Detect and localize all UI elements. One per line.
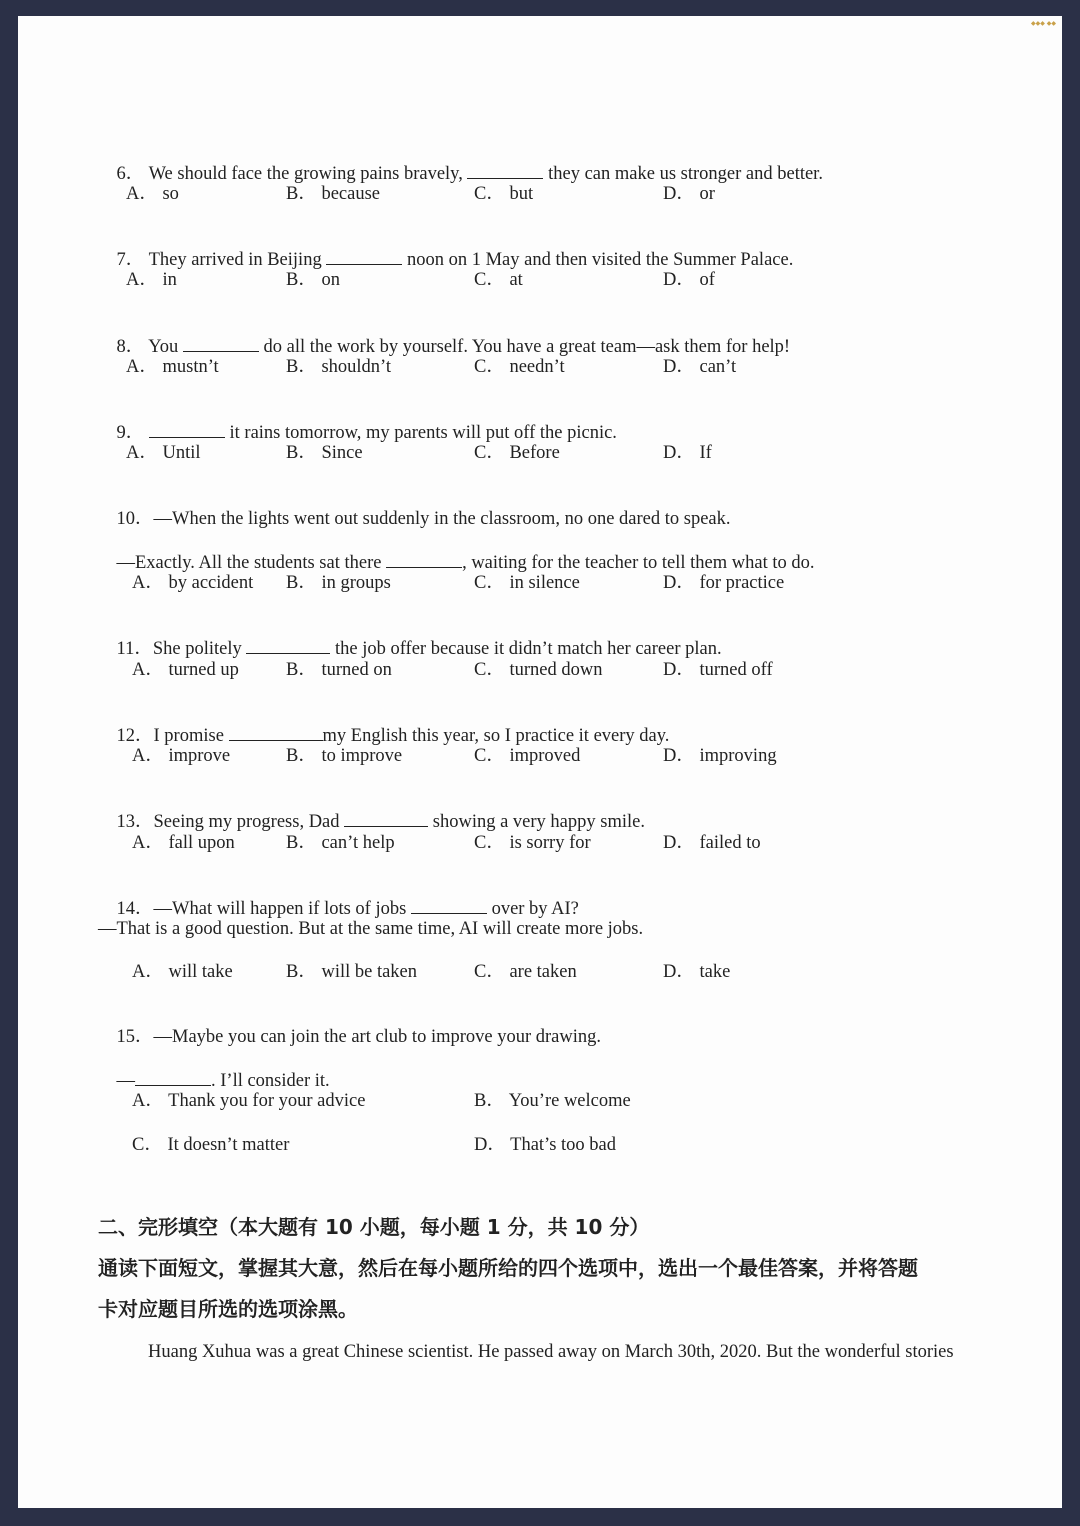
option-c: C． but — [474, 184, 534, 204]
question-text: it rains tomorrow, my parents will put off the picnic. — [224, 423, 617, 443]
option-b: B． will be taken — [286, 962, 418, 982]
option-b: B． shouldn’t — [286, 357, 392, 377]
option-d: D． If — [663, 443, 712, 463]
option-d: D． turned off — [663, 660, 773, 680]
question-text: the job offer because it didn’t match her career plan. — [330, 639, 722, 659]
option-c: C． at — [474, 270, 523, 290]
section-title: 二、完形填空（本大题有 10 小题，每小题 1 分，共 10 分） — [98, 1215, 650, 1239]
answer-blank — [467, 162, 543, 179]
question-text: They arrived in Beijing — [148, 250, 327, 270]
option-b: B． to improve — [286, 746, 403, 766]
option-c: C． Before — [474, 443, 560, 463]
question-text: do all the work by yourself. You have a great team—ask them for help! — [258, 337, 791, 357]
option-a: A． fall upon — [132, 833, 235, 853]
question-number: 14． — [116, 899, 154, 919]
option-d: D． That’s too bad — [474, 1135, 616, 1155]
corner-mark: ◆◆◆ ◆◆ — [1031, 20, 1056, 27]
option-d: D． for practice — [663, 573, 785, 593]
question-text: You — [148, 337, 183, 357]
section-instruction: 卡对应题目所选的选项涂黑。 — [98, 1297, 358, 1321]
question-text: Seeing my progress, Dad — [153, 812, 345, 832]
section-instruction: 通读下面短文，掌握其大意，然后在每小题所给的四个选项中，选出一个最佳答案，并将答题 — [98, 1256, 918, 1280]
question-text: , waiting for the teacher to tell them what to do. — [462, 553, 815, 573]
option-c: C． is sorry for — [474, 833, 591, 853]
option-c: C． are taken — [474, 962, 577, 982]
option-a: A． by accident — [132, 573, 254, 593]
option-c: C． It doesn’t matter — [132, 1135, 290, 1155]
answer-blank — [326, 248, 402, 265]
option-d: D． take — [663, 962, 731, 982]
option-b: B． You’re welcome — [474, 1091, 631, 1111]
option-b: B． turned on — [286, 660, 392, 680]
answer-blank — [149, 421, 225, 438]
option-c: C． improved — [474, 746, 581, 766]
question-number: 15． — [116, 1027, 154, 1047]
question-number: 9． — [116, 423, 145, 443]
answer-blank — [411, 897, 487, 914]
option-a: A． improve — [132, 746, 231, 766]
option-b: B． on — [286, 270, 340, 290]
option-a: A． Until — [126, 443, 201, 463]
answer-blank — [183, 335, 259, 352]
option-a: A． so — [126, 184, 179, 204]
option-a: A． Thank you for your advice — [132, 1091, 366, 1111]
question-text: showing a very happy smile. — [428, 812, 645, 832]
question-number: 6． — [116, 164, 145, 184]
question-text: We should face the growing pains bravely, — [148, 164, 468, 184]
question-text: my English this year, so I practice it every day. — [322, 726, 670, 746]
option-a: A． mustn’t — [126, 357, 219, 377]
question-text: they can make us stronger and better. — [543, 164, 823, 184]
question-text: over by AI? — [486, 899, 579, 919]
question-number: 13． — [116, 812, 154, 832]
question-text: — — [116, 1071, 135, 1091]
question-text: She politely — [152, 639, 247, 659]
option-c: C． turned down — [474, 660, 603, 680]
option-a: A． will take — [132, 962, 233, 982]
option-d: D． failed to — [663, 833, 761, 853]
option-c: C． needn’t — [474, 357, 565, 377]
question-number: 8． — [116, 337, 145, 357]
passage-text: Huang Xuhua was a great Chinese scientist. He passed away on March 30th, 2020. But the wonderful stories — [148, 1342, 954, 1362]
option-a: A． turned up — [132, 660, 239, 680]
option-b: B． can’t help — [286, 833, 395, 853]
answer-blank — [229, 724, 323, 741]
answer-blank — [344, 810, 428, 827]
option-d: D． of — [663, 270, 715, 290]
option-b: B． Since — [286, 443, 363, 463]
question-14-reply: —That is a good question. But at the same time, AI will create more jobs. — [98, 919, 644, 939]
answer-blank — [246, 637, 330, 654]
question-text: I promise — [153, 726, 229, 746]
exam-page — [18, 16, 1062, 1508]
option-c: C． in silence — [474, 573, 580, 593]
question-text: noon on 1 May and then visited the Summer Palace. — [402, 250, 794, 270]
answer-blank — [135, 1069, 211, 1086]
option-d: D． can’t — [663, 357, 737, 377]
question-text: —Exactly. All the students sat there — [116, 553, 387, 573]
question-number: 11． — [116, 639, 153, 659]
option-b: B． because — [286, 184, 381, 204]
question-text: —When the lights went out suddenly in the classroom, no one dared to speak. — [153, 509, 731, 529]
option-d: D． or — [663, 184, 715, 204]
question-number: 10． — [116, 509, 154, 529]
question-number: 12． — [116, 726, 154, 746]
question-text: . I’ll consider it. — [211, 1071, 330, 1091]
answer-blank — [386, 551, 462, 568]
question-text: —What will happen if lots of jobs — [153, 899, 411, 919]
option-d: D． improving — [663, 746, 777, 766]
option-b: B． in groups — [286, 573, 391, 593]
option-a: A． in — [126, 270, 177, 290]
question-text: —Maybe you can join the art club to improve your drawing. — [153, 1027, 602, 1047]
question-number: 7． — [116, 250, 145, 270]
